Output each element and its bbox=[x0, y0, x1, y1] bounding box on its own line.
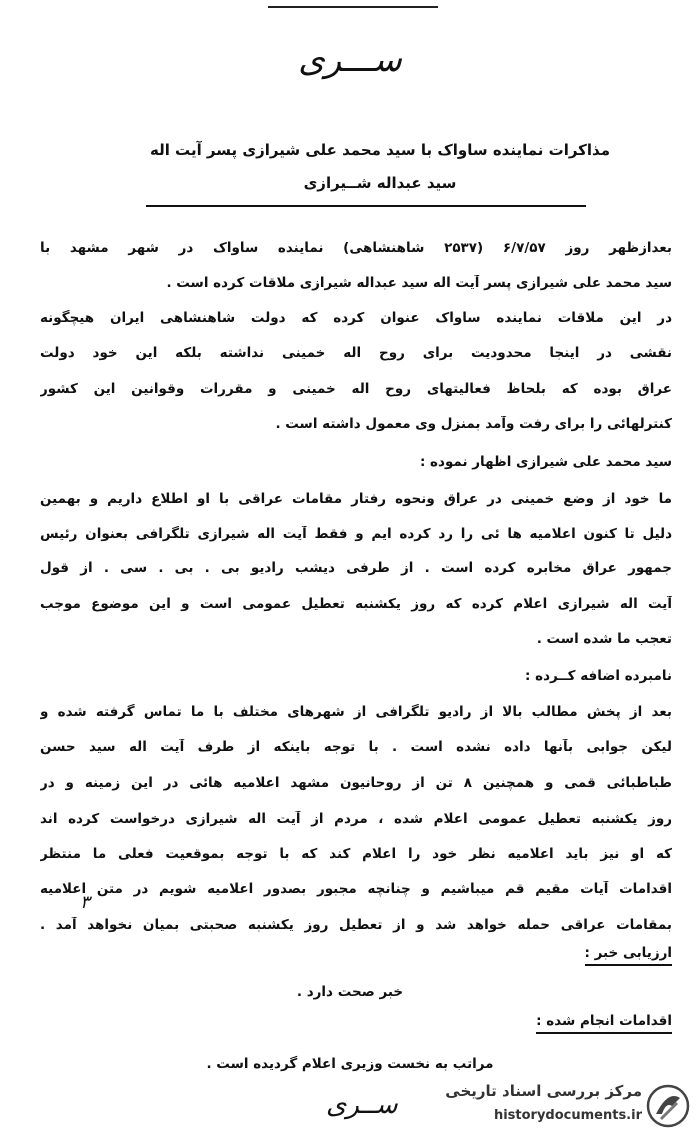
speaker-2-line: روز یکشنبه تعطیل عمومی اعلام شده ، مردم از آیت اله شیرازی درخواست کرده اند bbox=[40, 811, 672, 827]
title-underline bbox=[146, 205, 586, 207]
speaker-1-heading: سید محمد علی شیرازی اظهار نموده : bbox=[419, 454, 672, 470]
body-line: سید محمد علی شیرازی پسر آیت اله سید عبداله شیرازی ملاقات کرده است . bbox=[166, 275, 672, 291]
speaker-1-line: دلیل تا کنون اعلامیه ها ئی را رد کرده ایم و فقط آیت اله شیرازی تلگرافی بعنوان رئیس bbox=[40, 526, 672, 542]
speaker-2-heading: نامبرده اضافه کــرده : bbox=[525, 668, 672, 684]
speaker-1-line: ما خود از وضع خمینی در عراق ونحوه رفتار مقامات عراقی با او اطلاع داریم و بهمین bbox=[40, 491, 672, 507]
watermark-title: مرکز بررسی اسناد تاریخی bbox=[445, 1082, 642, 1100]
speaker-2-line: لیکن جوابی بآنها داده نشده است . با توجه باینکه از طرف آیت اله سید حسن bbox=[40, 739, 672, 755]
body-line: در این ملاقات نماینده ساواک عنوان کرده که دولت شاهنشاهی ایران هیچگونه bbox=[40, 310, 672, 326]
assessment-text: خبر صحت دارد . bbox=[296, 984, 404, 1000]
page-number: ۳ bbox=[80, 892, 90, 913]
archive-logo-icon bbox=[646, 1084, 690, 1128]
speaker-2-line: بمقامات عراقی حمله خواهد شد و از تعطیل روز یکشنبه صحبتی بمیان نخواهد آمد . bbox=[40, 917, 672, 933]
speaker-1-line: آیت اله شیرازی اعلام کرده که روز یکشنبه تعطیل عمومی است و این موضوع موجب bbox=[40, 596, 672, 612]
body-line: کنترلهائی را برای رفت وآمد بمنزل وی معمول داشته است . bbox=[275, 416, 672, 432]
watermark-url: historydocuments.ir bbox=[493, 1108, 642, 1123]
speaker-2-line: بعد از پخش مطالب بالا از رادیو تلگرافی از شهرهای مختلف با ما تماس گرفته شده و bbox=[40, 704, 672, 720]
top-divider bbox=[268, 6, 438, 8]
body-line: نقشی در اینجا محدودیت برای روح اله خمینی نداشته بلکه این خود دولت bbox=[40, 345, 672, 361]
speaker-1-line: جمهور عراق مخابره کرده است . از طرفی دیشب رادیو بی . بی . سی . از قول bbox=[40, 560, 672, 576]
speaker-2-line: طباطبائی قمی و همچنین ۸ تن از روحانیون مشهد اعلامیه هائی در این زمینه و در bbox=[40, 775, 672, 791]
document-title-line-2: سید عبداله شــیرازی bbox=[303, 174, 457, 192]
assessment-heading: ارزیابی خبر : bbox=[585, 945, 672, 966]
speaker-2-line: که او نیز باید اعلامیه نظر خود را اعلام کند که با توجه بموقعیت فعلی ما منتظر bbox=[40, 846, 672, 862]
watermark bbox=[432, 1080, 694, 1132]
body-line: عراق بوده که بلحاظ فعالیتهای روح اله خمینی و مقررات وقوانین این کشور bbox=[40, 381, 672, 397]
classification-stamp-top: ســـری bbox=[298, 40, 402, 80]
actions-heading: اقدامات انجام شده : bbox=[536, 1013, 672, 1034]
classification-stamp-bottom: ســری bbox=[326, 1090, 398, 1120]
body-line: بعدازظهر روز ۶/۷/۵۷ (۲۵۳۷ شاهنشاهی) نماینده ساواک در شهر مشهد با bbox=[40, 240, 672, 256]
document-title-line-1: مذاکرات نماینده ساواک با سید محمد علی شیرازی پسر آیت اله bbox=[149, 141, 611, 159]
speaker-2-line: اقدامات آیات مقیم قم میباشیم و چنانچه مجبور بصدور اعلامیه شویم در متن اعلامیه bbox=[40, 881, 672, 897]
speaker-1-line: تعجب ما شده است . bbox=[536, 631, 672, 647]
actions-text: مراتب به نخست وزیری اعلام گردیده است . bbox=[206, 1056, 494, 1072]
